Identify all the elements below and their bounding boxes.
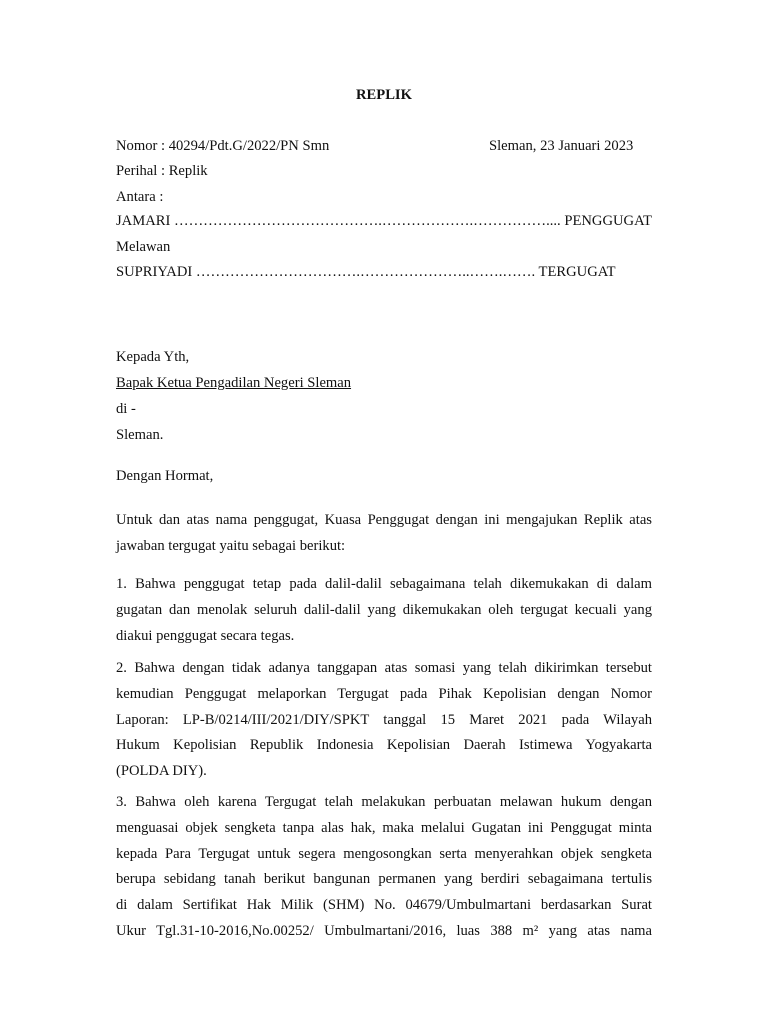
paragraph-line: di dalam Sertifikat Hak Milik (SHM) No. 04679/Umbulmartani berdasarkan Surat xyxy=(116,897,652,914)
paragraph-line: 3. Bahwa oleh karena Tergugat telah melakukan perbuatan melawan hukum dengan xyxy=(116,794,652,810)
paragraph-line: Untuk dan atas nama penggugat, Kuasa Penggugat dengan ini mengajukan Replik atas xyxy=(116,512,652,528)
point-2 xyxy=(116,656,652,785)
defendant-line: SUPRIYADI …………………………….…………………..…….……. TERGUGAT xyxy=(116,264,616,280)
paragraph-line: Hukum Kepolisian Republik Indonesia Kepolisian Daerah Istimewa Yogyakarta xyxy=(116,737,652,754)
document-title: REPLIK xyxy=(356,87,412,103)
point-1 xyxy=(116,572,652,649)
addressee-city: Sleman. xyxy=(116,427,164,443)
case-number: Nomor : 40294/Pdt.G/2022/PN Smn xyxy=(116,138,330,154)
salutation: Dengan Hormat, xyxy=(116,468,214,484)
paragraph-line: 2. Bahwa dengan tidak adanya tanggapan atas somasi yang telah dikirimkan tersebut xyxy=(116,660,652,676)
point-3 xyxy=(116,790,652,945)
plaintiff-line: JAMARI …………………………………….……………….…………….... PENGGUGAT xyxy=(116,213,652,229)
addressee-greeting: Kepada Yth, xyxy=(116,349,190,365)
paragraph-line: (POLDA DIY). xyxy=(116,763,207,780)
addressee-at: di - xyxy=(116,401,136,417)
between-label: Antara : xyxy=(116,189,164,205)
intro-paragraph xyxy=(116,508,652,560)
versus-label: Melawan xyxy=(116,239,171,255)
paragraph-line: diakui penggugat secara tegas. xyxy=(116,627,295,644)
paragraph-line: berupa sebidang tanah berikut bangunan permanen yang berdiri sebagaimana tertulis xyxy=(116,871,652,888)
paragraph-line: jawaban tergugat yaitu sebagai berikut: xyxy=(116,537,346,554)
addressee-name: Bapak Ketua Pengadilan Negeri Sleman xyxy=(116,375,352,391)
paragraph-line: kepada Para Tergugat untuk segera mengosongkan serta menyerahkan objek sengketa xyxy=(116,845,652,862)
paragraph-line: gugatan dan menolak seluruh dalil-dalil yang dikemukakan oleh tergugat kecuali yang xyxy=(116,601,652,618)
paragraph-line: menguasai objek sengketa tanpa alas hak, maka melalui Gugatan ini Penggugat minta xyxy=(116,819,652,836)
paragraph-line: kemudian Penggugat melaporkan Tergugat pada Pihak Kepolisian dengan Nomor xyxy=(116,685,652,702)
paragraph-line: 1. Bahwa penggugat tetap pada dalil-dalil sebagaimana telah dikemukakan di dalam xyxy=(116,576,652,592)
subject: Perihal : Replik xyxy=(116,163,208,179)
paragraph-line: Laporan: LP-B/0214/III/2021/DIY/SPKT tanggal 15 Maret 2021 pada Wilayah xyxy=(116,711,652,728)
place-date: Sleman, 23 Januari 2023 xyxy=(489,138,634,154)
paragraph-line: Ukur Tgl.31-10-2016,No.00252/ Umbulmartani/2016, luas 388 m² yang atas nama xyxy=(116,922,652,939)
